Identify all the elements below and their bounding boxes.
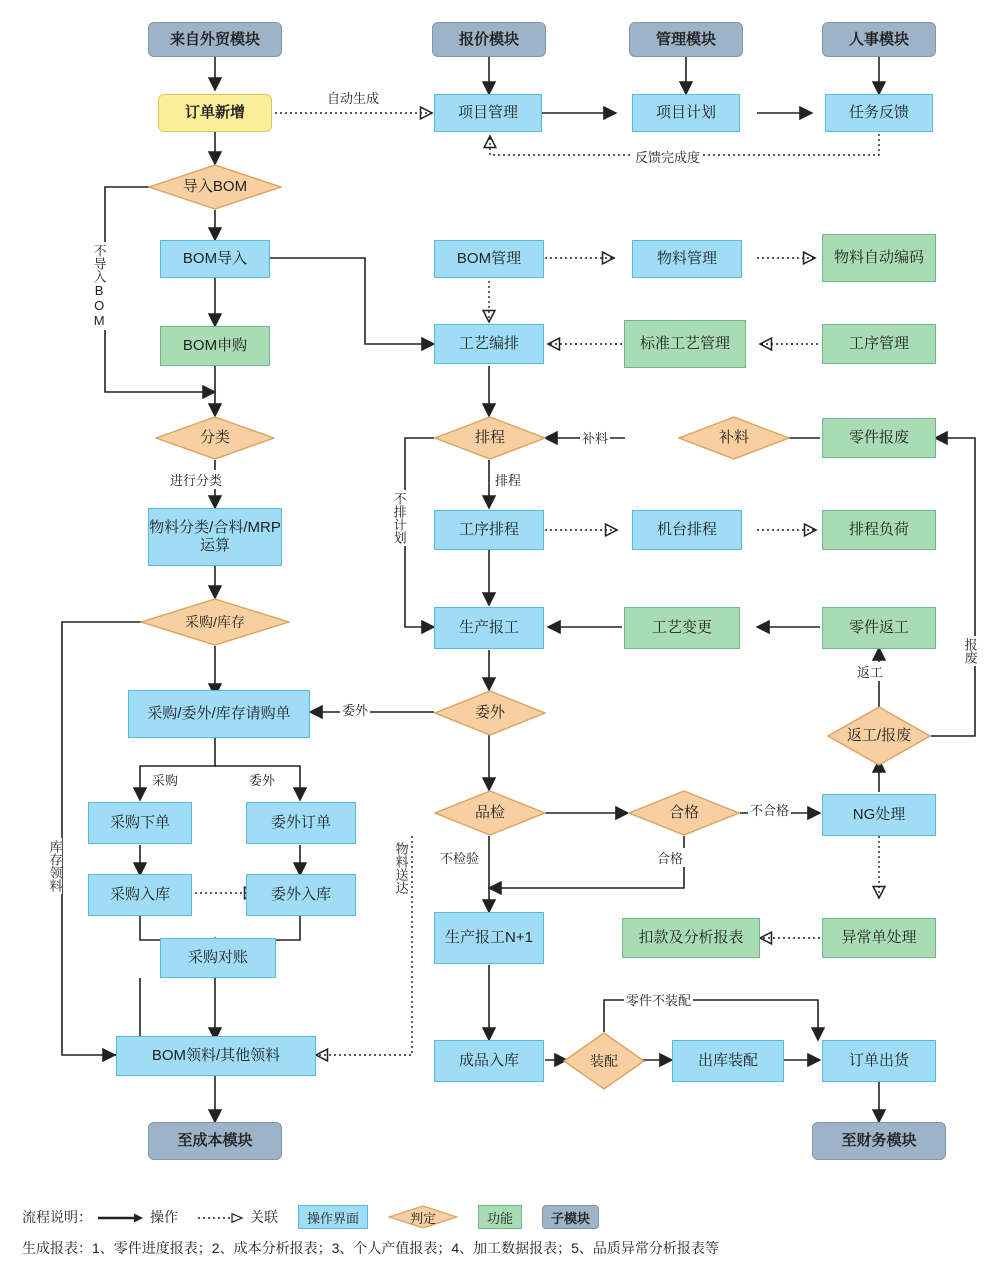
edge-label-fail: 不合格: [748, 800, 791, 819]
legend-note: 生成报表：1、零件进度报表；2、成本分析报表；3、个人产值报表；4、加工数据报表；5、品质异常分析报表等: [22, 1240, 719, 1256]
edge-label-pass: 合格: [655, 848, 685, 867]
decision-import-bom[interactable]: [148, 164, 282, 210]
node-purchase-inbound[interactable]: [88, 874, 192, 916]
node-label: NG处理: [852, 806, 906, 823]
node-label: 委外入库: [270, 886, 331, 903]
node-label: 机台排程: [656, 521, 717, 538]
node-bom-management[interactable]: [434, 240, 544, 278]
node-label: 物料自动编码: [833, 249, 924, 266]
node-part-rework[interactable]: [822, 607, 936, 649]
decision-label: 导入BOM: [182, 178, 248, 196]
node-outsource-inbound[interactable]: [246, 874, 356, 916]
legend-label-operation: 操作: [150, 1209, 178, 1225]
node-deduction-report[interactable]: [622, 918, 760, 958]
node-label: 生产报工N+1: [445, 929, 533, 946]
node-label: 扣款及分析报表: [638, 929, 744, 946]
node-label: 项目管理: [457, 104, 518, 121]
edge-label-purchase: 采购: [150, 770, 180, 789]
decision-label: 补料: [718, 429, 749, 447]
node-label: 采购下单: [109, 814, 170, 831]
edge-label-schedule: 排程: [493, 470, 523, 489]
node-label: 零件报废: [848, 429, 909, 446]
decision-schedule[interactable]: [434, 416, 546, 460]
node-purchase-reconcile[interactable]: [160, 938, 276, 978]
node-label: 至成本模块: [177, 1132, 253, 1149]
edge-label-stock-picking: 库存领料: [47, 840, 63, 892]
node-to-cost-module[interactable]: [148, 1122, 282, 1160]
legend-chip-submodule: 子模块: [542, 1205, 599, 1229]
node-bom-picking[interactable]: [116, 1036, 316, 1076]
legend-chip-decision: [388, 1205, 458, 1229]
node-part-scrap[interactable]: [822, 418, 936, 458]
node-label: 任务反馈: [848, 104, 909, 121]
edge-label-no-plan: 不排计划: [391, 492, 407, 544]
legend-chip-function: 功能: [478, 1205, 522, 1229]
module-label: 管理模块: [655, 30, 716, 48]
decision-label: 采购/库存: [185, 613, 245, 630]
module-label: 报价模块: [458, 30, 519, 48]
module-header-hr: [822, 22, 936, 57]
dotted-arrow-icon: [198, 1211, 244, 1223]
decision-assembly[interactable]: [563, 1032, 645, 1090]
node-label: 工艺编排: [458, 335, 519, 352]
decision-quality-check[interactable]: [434, 790, 546, 836]
decision-refill[interactable]: [678, 416, 790, 460]
legend-label-relation: 关联: [250, 1209, 278, 1225]
node-production-report[interactable]: [434, 607, 544, 649]
edge-label-outsource-req: 委外: [340, 700, 370, 719]
node-label: BOM申购: [182, 337, 248, 354]
solid-arrow-icon: [98, 1211, 144, 1223]
module-label: 来自外贸模块: [169, 30, 260, 48]
edge-label-do-classify: 进行分类: [168, 470, 224, 489]
node-bom-import[interactable]: [160, 240, 270, 278]
node-label: 标准工艺管理: [639, 335, 730, 352]
node-label: 工艺变更: [651, 619, 712, 636]
node-project-plan[interactable]: [632, 94, 740, 132]
node-task-feedback[interactable]: [825, 94, 933, 132]
module-header-trade: [148, 22, 282, 57]
module-header-manage: [629, 22, 743, 57]
node-label: BOM领料/其他领料: [151, 1047, 281, 1064]
node-label: 采购对账: [187, 949, 248, 966]
node-material-management[interactable]: [632, 240, 742, 278]
node-label: 生产报工: [458, 619, 519, 636]
node-label: 物料管理: [656, 250, 717, 267]
node-to-finance-module[interactable]: [812, 1122, 946, 1160]
node-process-management[interactable]: [822, 324, 936, 364]
node-label: 异常单处理: [841, 929, 917, 946]
edge-label-rework: 返工: [855, 662, 885, 681]
node-label: BOM管理: [456, 250, 522, 267]
legend-label-decision: 判定: [410, 1210, 437, 1226]
node-ng-handle[interactable]: [822, 794, 936, 836]
node-material-classification[interactable]: [148, 508, 282, 566]
node-label: 至财务模块: [841, 1132, 917, 1149]
decision-rework-or-scrap[interactable]: [827, 706, 931, 766]
legend: [22, 1205, 599, 1229]
decision-classify[interactable]: [155, 416, 275, 460]
node-project-management[interactable]: [434, 94, 542, 132]
edge-label-refill: 补料: [580, 428, 610, 447]
decision-label: 返工/报废: [846, 727, 912, 745]
node-craft-change[interactable]: [624, 607, 740, 649]
node-material-auto-code[interactable]: [822, 234, 936, 282]
decision-outsource[interactable]: [434, 690, 546, 736]
node-label: 采购入库: [109, 886, 170, 903]
node-standard-craft-management[interactable]: [624, 320, 746, 368]
edge-label-material-delivery: 物料送达: [393, 842, 409, 894]
node-label: 订单出货: [848, 1052, 909, 1069]
node-schedule-load[interactable]: [822, 510, 936, 550]
node-order-new[interactable]: [158, 94, 272, 132]
edge-label-feedback-rate: 反馈完成度: [633, 147, 702, 166]
edge-label-auto-generate: 自动生成: [325, 88, 381, 107]
edge-label-scrap: 报废: [962, 638, 978, 664]
node-craft-arrange[interactable]: [434, 324, 544, 364]
node-label: 工序管理: [848, 335, 909, 352]
edge-label-no-inspection: 不检验: [438, 848, 481, 867]
module-label: 人事模块: [848, 30, 909, 48]
node-outbound-assembly[interactable]: [672, 1040, 784, 1082]
decision-label: 分类: [199, 429, 230, 447]
node-finished-inbound[interactable]: [434, 1040, 544, 1082]
node-outsource-order[interactable]: [246, 802, 356, 844]
decision-label: 合格: [668, 804, 699, 822]
node-order-shipment[interactable]: [822, 1040, 936, 1082]
node-bom-apply[interactable]: [160, 326, 270, 366]
node-label: 成品入库: [458, 1052, 519, 1069]
node-purchase-order[interactable]: [88, 802, 192, 844]
node-label: 订单新增: [184, 104, 245, 121]
edge-label-outsource: 委外: [247, 770, 277, 789]
decision-label: 品检: [474, 804, 505, 822]
decision-label: 排程: [474, 429, 505, 447]
node-label: 采购/委外/库存请购单: [147, 705, 291, 722]
edge-label-no-bom: 不导入BOM: [91, 244, 107, 328]
node-purchase-request[interactable]: [128, 690, 310, 738]
node-process-schedule[interactable]: [434, 510, 544, 550]
node-abnormal-handle[interactable]: [822, 918, 936, 958]
node-production-report-n1[interactable]: [434, 912, 544, 964]
legend-chip-ui: 操作界面: [298, 1205, 368, 1229]
decision-label: 装配: [590, 1052, 618, 1069]
edge-label-part-no-assembly: 零件不装配: [624, 990, 693, 1009]
node-label: 零件返工: [848, 619, 909, 636]
node-label: 工序排程: [458, 521, 519, 538]
node-machine-schedule[interactable]: [632, 510, 742, 550]
node-label: 委外订单: [270, 814, 331, 831]
node-label: 物料分类/合料/MRP运算: [149, 519, 281, 554]
decision-label: 委外: [474, 704, 505, 722]
node-label: 项目计划: [655, 104, 716, 121]
node-label: BOM导入: [182, 250, 248, 267]
decision-pass[interactable]: [628, 790, 740, 836]
module-header-quote: [432, 22, 546, 57]
legend-title: 流程说明：: [22, 1209, 92, 1225]
node-label: 出库装配: [697, 1052, 758, 1069]
decision-purchase-or-stock[interactable]: [140, 598, 290, 646]
node-label: 排程负荷: [848, 521, 909, 538]
